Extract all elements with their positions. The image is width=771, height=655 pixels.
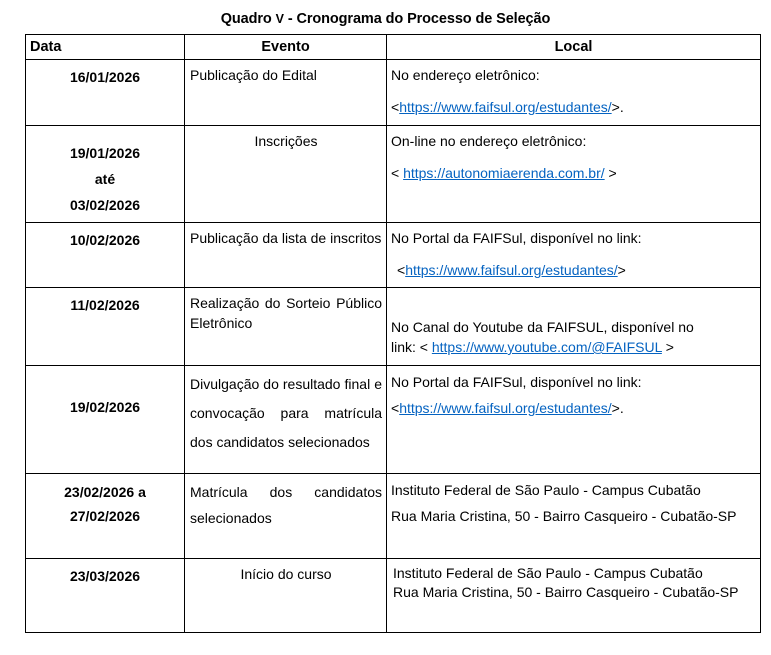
date-line: 19/02/2026 xyxy=(69,399,141,415)
local-hyperlink[interactable]: https://www.faifsul.org/estudantes/ xyxy=(399,99,612,115)
page-title xyxy=(0,0,771,34)
local-hyperlink[interactable]: https://www.youtube.com/@FAIFSUL xyxy=(431,339,662,355)
cell-local xyxy=(387,559,761,633)
table-row xyxy=(26,223,761,288)
date-value xyxy=(26,223,184,257)
table-row xyxy=(26,288,761,366)
local-line: Rua Maria Cristina, 50 - Bairro Casqueiro - Cubatão-SP xyxy=(393,584,739,600)
local-link-line xyxy=(391,395,756,421)
local-line: No Portal da FAIFSul, disponível no link: xyxy=(391,230,642,246)
cell-date xyxy=(26,474,185,559)
column-header-evento xyxy=(185,35,387,60)
local-text xyxy=(387,223,760,284)
column-header-evento-label: Evento xyxy=(261,39,310,55)
cell-evento xyxy=(185,559,387,633)
date-line: 11/02/2026 xyxy=(70,297,140,313)
cell-date xyxy=(26,60,185,126)
cell-evento xyxy=(185,474,387,559)
link-suffix: > xyxy=(661,339,674,355)
local-line: No Portal da FAIFSul, disponível no link: xyxy=(391,374,642,390)
local-text xyxy=(387,366,760,425)
cell-date xyxy=(26,223,185,288)
local-line: Instituto Federal de São Paulo - Campus Cubatão xyxy=(393,565,703,581)
evento-text: Matrícula dos candidatos selecionados xyxy=(190,484,382,526)
cell-date xyxy=(26,288,185,366)
local-hyperlink[interactable]: https://autonomiaerenda.com.br/ xyxy=(403,165,605,181)
date-line: 23/03/2026 xyxy=(69,568,141,584)
cell-evento xyxy=(185,366,387,474)
evento-text: Publicação da lista de inscritos xyxy=(190,230,382,246)
date-line: 10/02/2026 xyxy=(69,232,141,248)
table-row xyxy=(26,559,761,633)
date-line: 19/01/2026 xyxy=(69,145,141,161)
cell-date xyxy=(26,559,185,633)
local-text xyxy=(387,60,760,121)
date-value xyxy=(26,559,184,593)
link-suffix: > xyxy=(604,165,617,181)
local-text xyxy=(387,559,760,606)
date-line: 16/01/2026 xyxy=(69,69,141,85)
cell-local xyxy=(387,223,761,288)
date-value xyxy=(26,126,184,222)
evento-text: Início do curso xyxy=(240,566,332,582)
local-link-line xyxy=(391,97,756,117)
link-prefix: < xyxy=(397,262,406,278)
cell-local xyxy=(387,126,761,223)
local-line: On-line no endereço eletrônico: xyxy=(391,133,587,149)
link-prefix: < xyxy=(391,99,400,115)
date-line: até xyxy=(94,171,116,187)
cell-evento xyxy=(185,223,387,288)
column-header-local-label: Local xyxy=(554,39,593,55)
evento-text: Divulgação do resultado final e convocação para matrícula dos candidatos selecionados xyxy=(190,376,382,450)
page-title-roman: V xyxy=(275,12,284,26)
column-header-data-label: Data xyxy=(30,39,62,55)
date-value xyxy=(26,60,184,94)
local-line: No endereço eletrônico: xyxy=(391,67,540,83)
column-header-local xyxy=(387,35,761,60)
schedule-table xyxy=(25,34,761,633)
table-row xyxy=(26,126,761,223)
local-text xyxy=(387,312,760,365)
cell-evento xyxy=(185,60,387,126)
date-value xyxy=(26,474,184,532)
local-hyperlink[interactable]: https://www.faifsul.org/estudantes/ xyxy=(405,262,618,278)
link-prefix: < xyxy=(391,165,404,181)
date-line: 27/02/2026 xyxy=(69,508,141,524)
link-prefix: link: < xyxy=(391,339,432,355)
cell-local xyxy=(387,60,761,126)
table-row xyxy=(26,60,761,126)
local-line: No Canal do Youtube da FAIFSUL, disponível no xyxy=(391,319,694,335)
cell-local xyxy=(387,366,761,474)
page-title-prefix: Quadro xyxy=(220,11,272,27)
local-hyperlink[interactable]: https://www.faifsul.org/estudantes/ xyxy=(399,400,612,416)
local-link-line xyxy=(391,163,756,183)
local-text xyxy=(387,126,760,187)
local-line: Instituto Federal de São Paulo - Campus Cubatão xyxy=(391,482,701,498)
cell-evento xyxy=(185,126,387,223)
table-row xyxy=(26,366,761,474)
date-value xyxy=(26,366,184,424)
date-line: 03/02/2026 xyxy=(69,197,141,213)
cell-date xyxy=(26,366,185,474)
cell-local xyxy=(387,474,761,559)
evento-text: Inscrições xyxy=(254,133,318,149)
local-text xyxy=(387,474,760,533)
link-suffix: >. xyxy=(611,99,624,115)
table-header-row xyxy=(26,35,761,60)
cell-evento xyxy=(185,288,387,366)
evento-text: Publicação do Edital xyxy=(190,67,317,83)
link-prefix: < xyxy=(391,400,400,416)
cell-date xyxy=(26,126,185,223)
evento-text: Realização do Sorteio Público Eletrônico xyxy=(190,295,382,331)
link-suffix: >. xyxy=(611,400,624,416)
local-line: Rua Maria Cristina, 50 - Bairro Casqueiro - Cubatão-SP xyxy=(391,508,737,524)
date-value xyxy=(26,288,184,322)
column-header-data xyxy=(26,35,185,60)
link-suffix: > xyxy=(617,262,626,278)
page-title-rest: - Cronograma do Processo de Seleção xyxy=(287,11,551,27)
local-link-line xyxy=(391,337,756,357)
cell-local xyxy=(387,288,761,366)
table-row xyxy=(26,474,761,559)
local-link-line xyxy=(391,260,756,280)
date-line: 23/02/2026 a xyxy=(64,484,146,500)
